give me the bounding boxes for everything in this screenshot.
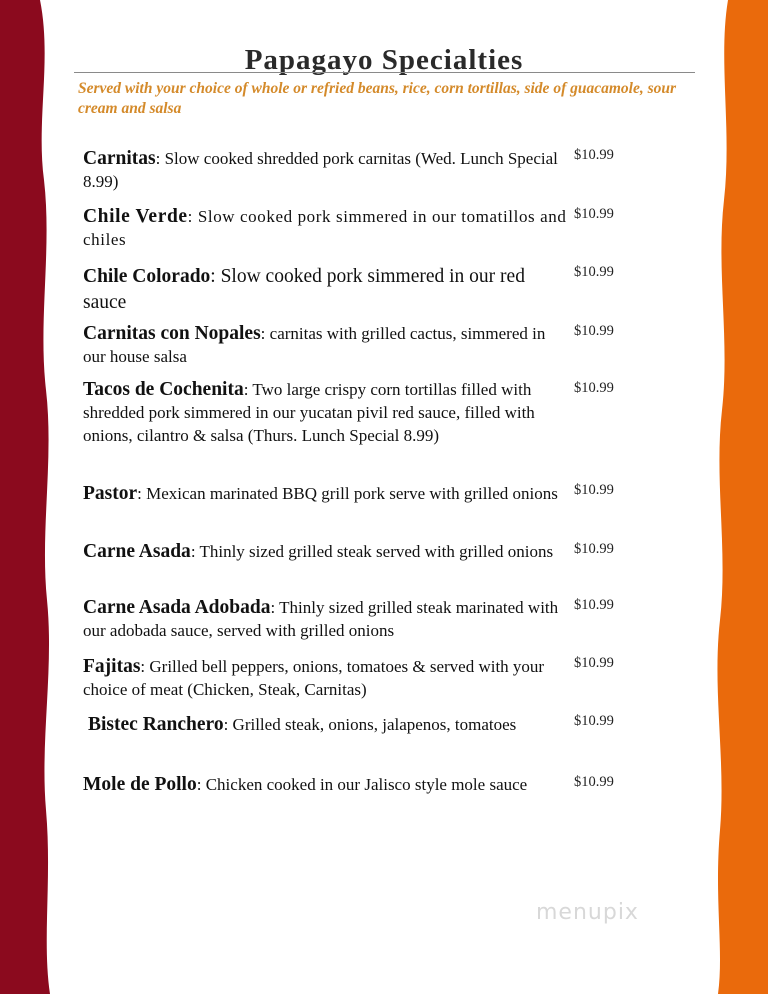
- item-price: $10.99: [574, 323, 614, 339]
- menu-item: [83, 205, 567, 251]
- menu-item: [83, 655, 567, 701]
- item-description: : Slow cooked pork simmered in our tomatillos and chiles: [83, 207, 567, 249]
- menu-item: [83, 540, 567, 563]
- item-name: Carnitas con Nopales: [83, 323, 261, 344]
- item-name: Pastor: [83, 483, 138, 504]
- menu-item: [83, 482, 567, 505]
- item-price: $10.99: [574, 206, 614, 222]
- item-price: $10.99: [574, 655, 614, 671]
- item-name: Chile Verde: [83, 206, 188, 227]
- menu-item: [83, 713, 567, 736]
- item-price: $10.99: [574, 597, 614, 613]
- item-description: : Chicken cooked in our Jalisco style mole sauce: [196, 775, 528, 794]
- left-red-band: [0, 0, 50, 994]
- page-title: Papagayo Specialties: [244, 44, 524, 76]
- menu-item: [83, 378, 567, 447]
- item-description: : Grilled steak, onions, jalapenos, tomatoes: [223, 715, 517, 734]
- item-price: $10.99: [574, 541, 614, 557]
- item-price: $10.99: [574, 774, 614, 790]
- item-price: $10.99: [574, 264, 614, 280]
- menu-subtitle: Served with your choice of whole or refried beans, rice, corn tortillas, side of guacamole, sour cream and salsa: [78, 80, 677, 117]
- right-orange-band: [717, 0, 768, 994]
- menu-item: [83, 322, 567, 368]
- item-price: $10.99: [574, 482, 614, 498]
- watermark-logo: menupix: [536, 900, 639, 925]
- item-description: : Two large crispy corn tortillas filled with shredded pork simmered in our yucatan pivil red sauce, filled with onions, cilantro & salsa (Thurs. Lunch Special 8.99): [83, 380, 535, 445]
- item-name: Bistec Ranchero: [88, 714, 224, 735]
- item-description: : carnitas with grilled cactus, simmered in our house salsa: [83, 324, 546, 366]
- item-price: $10.99: [574, 713, 614, 729]
- item-name: Carnitas: [83, 148, 156, 169]
- item-description: : Thinly sized grilled steak served with grilled onions: [190, 542, 554, 561]
- item-name: Carne Asada Adobada: [83, 597, 271, 618]
- item-name: Chile Colorado: [83, 266, 211, 287]
- menu-item: [83, 264, 567, 316]
- menu-item: [83, 773, 567, 796]
- item-description: : Mexican marinated BBQ grill pork serve with grilled onions: [137, 484, 558, 503]
- item-description: : Slow cooked shredded pork carnitas (Wed. Lunch Special 8.99): [83, 149, 558, 191]
- menu-item: [83, 596, 567, 642]
- item-name: Fajitas: [83, 656, 141, 677]
- item-name: Mole de Pollo: [83, 774, 197, 795]
- item-description: : Slow cooked pork simmered in our red sauce: [83, 266, 525, 313]
- item-name: Carne Asada: [83, 541, 191, 562]
- menu-item: [83, 147, 567, 193]
- item-description: : Grilled bell peppers, onions, tomatoes & served with your choice of meat (Chicken, Steak, Carnitas): [83, 657, 545, 699]
- title-divider: [74, 72, 695, 73]
- item-price: $10.99: [574, 147, 614, 163]
- item-name: Tacos de Cochenita: [83, 379, 244, 400]
- item-description: : Thinly sized grilled steak marinated with our adobada sauce, served with grilled onions: [83, 598, 559, 640]
- item-price: $10.99: [574, 380, 614, 396]
